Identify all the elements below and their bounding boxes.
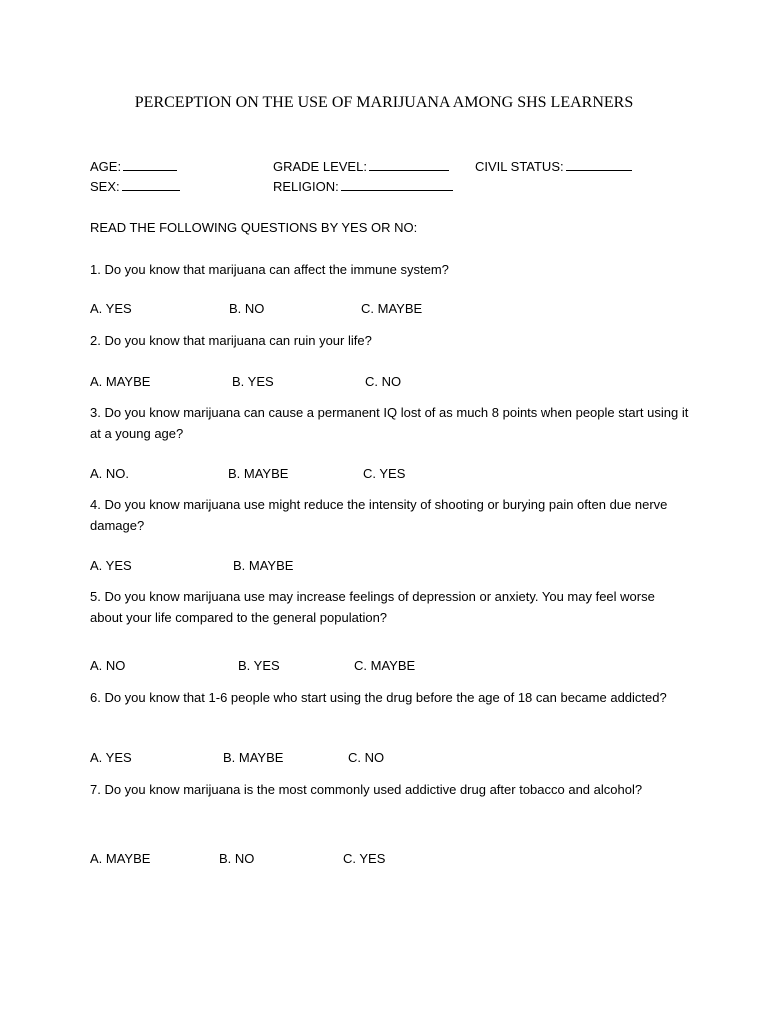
question-3-option-a[interactable]: A. NO.: [90, 466, 130, 481]
civil-status-label: CIVIL STATUS:: [475, 159, 564, 174]
religion-label: RELIGION:: [273, 179, 339, 194]
document-title: PERCEPTION ON THE USE OF MARIJUANA AMONG SHS LEARNERS: [134, 94, 634, 111]
question-5-text: 5. Do you know marijuana use may increase feelings of depression or anxiety. You may feel worse about your life compared to the general population?: [90, 589, 655, 625]
question-6-option-a[interactable]: A. YES: [90, 750, 132, 765]
question-2-option-a[interactable]: A. MAYBE: [90, 374, 151, 389]
age-blank[interactable]: [123, 157, 177, 171]
question-1-option-b[interactable]: B. NO: [229, 301, 265, 316]
question-4-option-b[interactable]: B. MAYBE: [233, 558, 294, 573]
sex-field: [90, 177, 180, 197]
sex-blank[interactable]: [122, 177, 180, 191]
question-5-option-a[interactable]: A. NO: [90, 658, 126, 673]
civil-status-blank[interactable]: [566, 157, 632, 171]
question-2-text: 2. Do you know that marijuana can ruin your life?: [90, 333, 372, 348]
question-5-option-b[interactable]: B. YES: [238, 658, 280, 673]
question-7-option-c[interactable]: C. YES: [343, 851, 386, 866]
question-2-option-c[interactable]: C. NO: [365, 374, 402, 389]
question-3-text: 3. Do you know marijuana can cause a permanent IQ lost of as much 8 points when people start using it at a young age?: [90, 405, 689, 441]
question-4-option-a[interactable]: A. YES: [90, 558, 132, 573]
question-2-option-b[interactable]: B. YES: [232, 374, 274, 389]
age-label: AGE:: [90, 159, 122, 174]
question-1-text: 1. Do you know that marijuana can affect the immune system?: [90, 262, 449, 277]
question-4-text: 4. Do you know marijuana use might reduce the intensity of shooting or burying pain often due nerve damage?: [90, 497, 668, 533]
question-5-option-c[interactable]: C. MAYBE: [354, 658, 416, 673]
question-1-option-a[interactable]: A. YES: [90, 301, 132, 316]
question-7-option-b[interactable]: B. NO: [219, 851, 255, 866]
question-3-option-c[interactable]: C. YES: [363, 466, 406, 481]
question-3-option-b[interactable]: B. MAYBE: [228, 466, 289, 481]
civil-status-field: [475, 157, 632, 177]
religion-field: [273, 177, 453, 197]
question-7-text: 7. Do you know marijuana is the most commonly used addictive drug after tobacco and alcohol?: [90, 782, 643, 797]
age-field: [90, 157, 177, 177]
question-6-text: 6. Do you know that 1-6 people who start using the drug before the age of 18 can became addicted?: [90, 690, 667, 705]
religion-blank[interactable]: [341, 177, 453, 191]
sex-label: SEX:: [90, 179, 120, 194]
question-1-option-c[interactable]: C. MAYBE: [361, 301, 423, 316]
question-6-option-b[interactable]: B. MAYBE: [223, 750, 284, 765]
instructions: READ THE FOLLOWING QUESTIONS BY YES OR NO:: [90, 220, 418, 235]
grade-level-label: GRADE LEVEL:: [273, 159, 367, 174]
question-7-option-a[interactable]: A. MAYBE: [90, 851, 151, 866]
grade-level-field: [273, 157, 449, 177]
question-6-option-c[interactable]: C. NO: [348, 750, 385, 765]
grade-level-blank[interactable]: [369, 157, 449, 171]
